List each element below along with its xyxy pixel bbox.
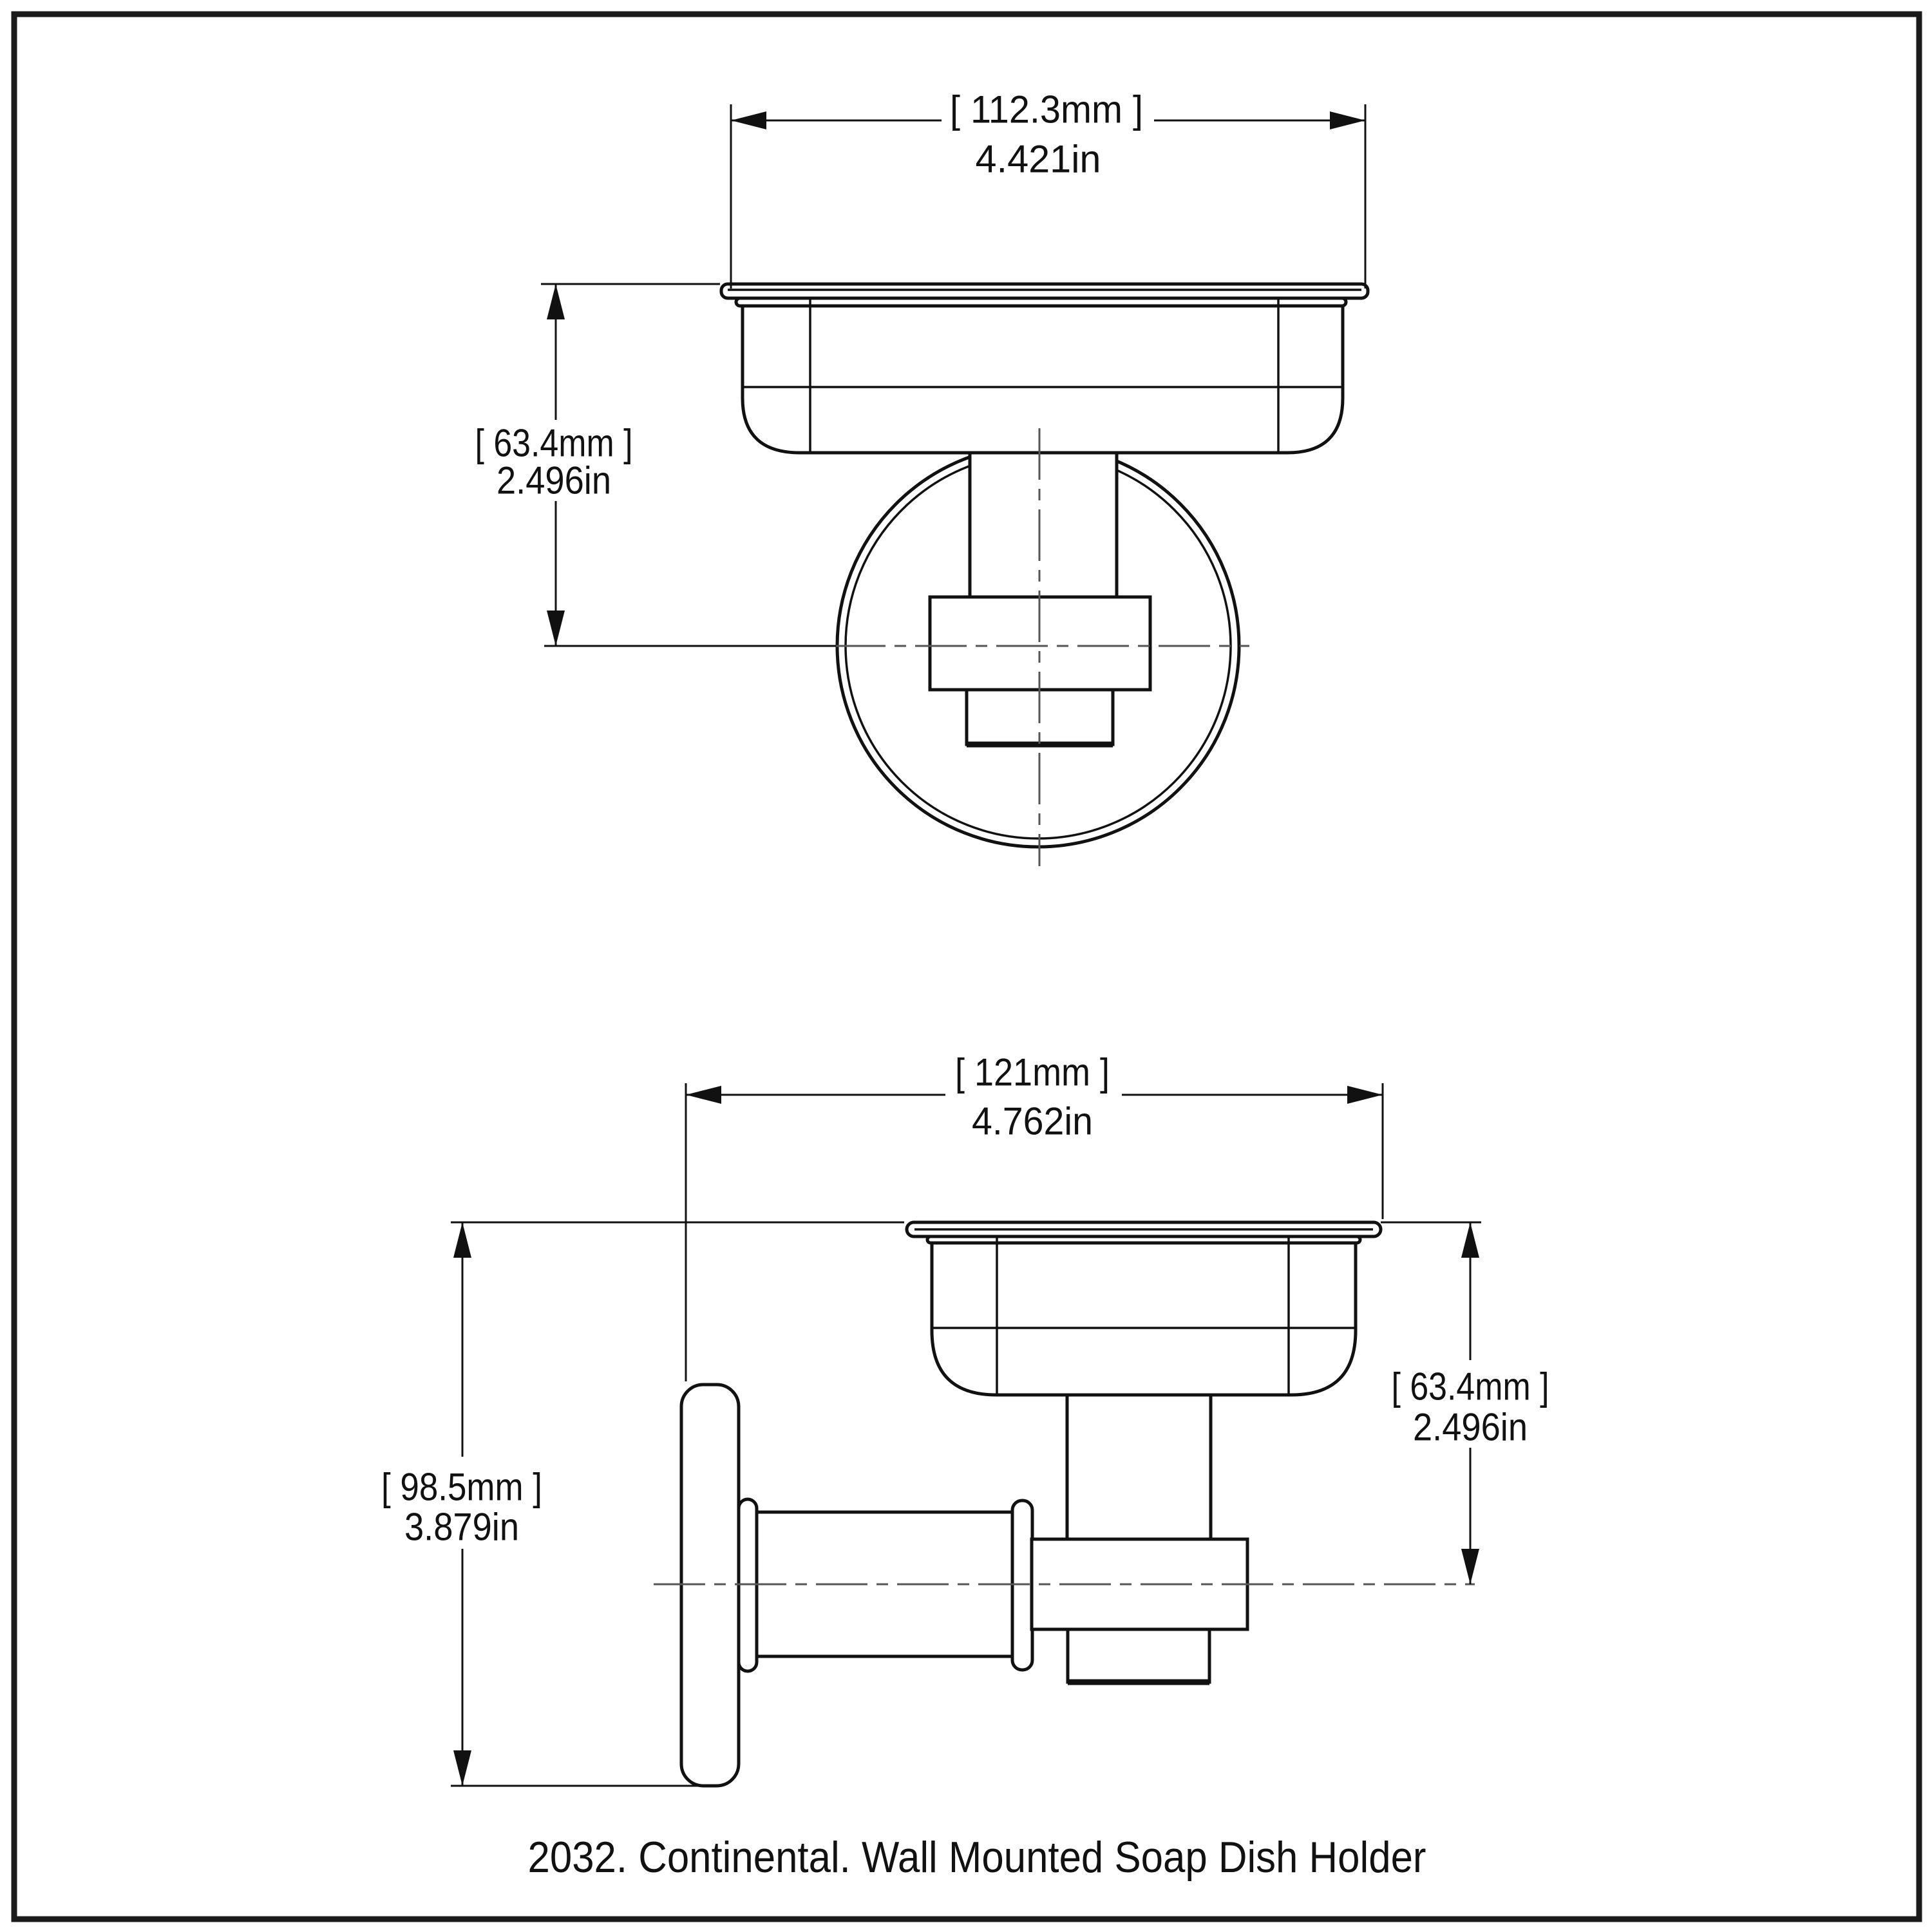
front-width-dim-mm-label: [ 112.3mm ] [950, 88, 1143, 131]
stem-mask [970, 451, 1117, 597]
side-dish-height-dimension [1381, 1222, 1549, 1584]
front-height-dim-in-label: 2.496in [497, 459, 611, 502]
side-view [381, 1051, 1549, 1786]
side-depth-dim-mm-label: [ 121mm ] [955, 1050, 1110, 1094]
side-dish-height-dim-mm-label: [ 63.4mm ] [1391, 1365, 1549, 1408]
arrowhead-down [547, 611, 565, 646]
arrowhead-right [1330, 111, 1365, 129]
dish-rim [721, 284, 1368, 298]
arrowhead-up [547, 284, 565, 319]
arrowhead-up [1461, 1222, 1479, 1258]
arrowhead-left [686, 1086, 721, 1104]
front-width-dim-in-label: 4.421in [975, 137, 1101, 181]
caption: 2032. Continental. Wall Mounted Soap Dish Holder [527, 1833, 1426, 1882]
mount-square-side [1068, 1629, 1209, 1682]
soap-dish-side [907, 1222, 1381, 1395]
arrowhead-right [1347, 1086, 1383, 1104]
front-height-dim-mm-label: [ 63.4mm ] [475, 421, 633, 465]
side-depth-dim-in-label: 4.762in [972, 1099, 1093, 1143]
arrowhead-left [731, 111, 766, 129]
front-width-dimension [731, 88, 1365, 289]
side-dish-height-dim-in-label: 2.496in [1413, 1405, 1528, 1449]
soap-dish-front [721, 284, 1368, 453]
dish-body [932, 1243, 1356, 1395]
dish-body [743, 304, 1343, 453]
arrowhead-up [453, 1222, 471, 1258]
arrowhead-down [1461, 1549, 1479, 1584]
side-height-dimension [381, 1222, 904, 1786]
side-height-dim-in-label: 3.879in [404, 1505, 519, 1549]
front-view [475, 88, 1368, 867]
side-height-dim-mm-label: [ 98.5mm ] [381, 1465, 542, 1509]
arrowhead-down [453, 1750, 471, 1786]
